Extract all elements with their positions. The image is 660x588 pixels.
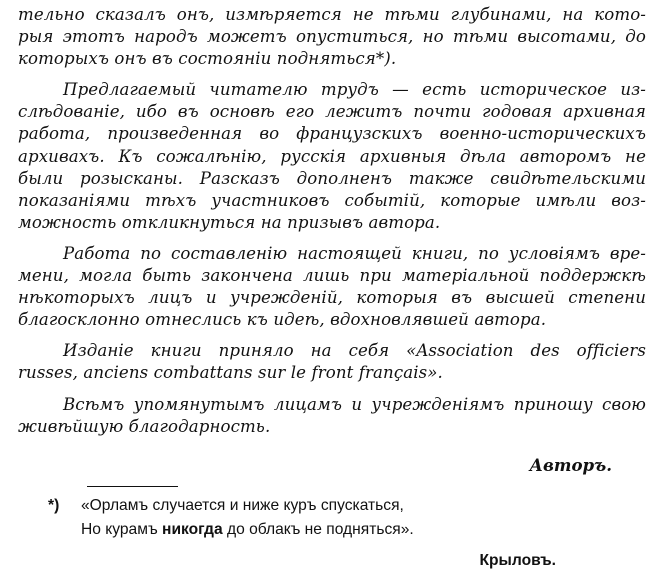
footnote-text: Но курамъ [81, 521, 163, 538]
text-line: мени, могла быть закончена лишь при матеріальной поддержкѣ [18, 266, 646, 286]
text-line: russes, anciens combattans sur le front français». [18, 363, 443, 383]
paragraph-material-support [18, 243, 646, 331]
text-line: Предлагаемый читателю трудъ — есть историческое из- [63, 80, 646, 100]
text-line: тельно сказалъ онъ, измѣряется не тѣми глубинами, на кото- [18, 5, 646, 24]
text-line: нѣкоторыхъ лицъ и учрежденій, которыя въ высшей степени [18, 288, 646, 308]
paragraph-gratitude [18, 394, 646, 438]
text-line: работа, произведенная во французскихъ военно-историческихъ [18, 124, 646, 144]
footnote-signature: Крыловъ. [479, 552, 556, 569]
text-line: Всѣмъ упомянутымъ лицамъ и учрежденіямъ приношу свою [63, 394, 646, 414]
author-signoff: Авторъ. [529, 455, 612, 475]
text-line: были розысканы. Разсказъ дополненъ также свидѣтельскими [18, 168, 646, 188]
footnote [48, 494, 414, 542]
paragraph-gap [18, 234, 646, 243]
text-line: которыхъ онъ въ состояніи подняться*). [18, 49, 397, 69]
footnote-emphasis: никогда [162, 521, 223, 538]
main-text [18, 4, 646, 438]
footnote-line [48, 518, 414, 542]
text-line: можность откликнуться на призывъ автора. [18, 212, 441, 232]
paragraph-gap [18, 70, 646, 79]
text-line: архивахъ. Къ сожалѣнію, русскія архивныя дѣла авторомъ не [18, 146, 646, 166]
paragraph-publisher [18, 340, 646, 384]
text-line: Работа по составленію настоящей книги, по условіямъ вре- [63, 243, 646, 263]
footnote-marker: *) [48, 497, 60, 514]
paragraph-gap [18, 385, 646, 394]
footnote-text: «Орламъ случается и ниже куръ спускаться, [81, 497, 404, 514]
paragraph-quote-end [18, 4, 646, 70]
paragraph-archival-research [18, 79, 646, 234]
footnote-line [48, 494, 414, 518]
text-line: показаніями тѣхъ участниковъ событій, которые имѣли воз- [18, 190, 646, 210]
paragraph-gap [18, 331, 646, 340]
text-line: благосклонно отнеслись къ идеѣ, вдохновлявшей автора. [18, 310, 547, 330]
footnote-text: до облакъ не подняться». [222, 521, 414, 538]
text-line: живѣйшую благодарность. [18, 416, 271, 436]
text-line: Изданіе книги приняло на себя «Association des officiers [63, 341, 646, 361]
text-line: слѣдованіе, ибо въ основѣ его лежитъ почти годовая архивная [18, 102, 646, 122]
text-line: рыя этотъ народъ можетъ опуститься, но тѣми высотами, до [18, 27, 646, 47]
footnote-divider [87, 486, 178, 487]
